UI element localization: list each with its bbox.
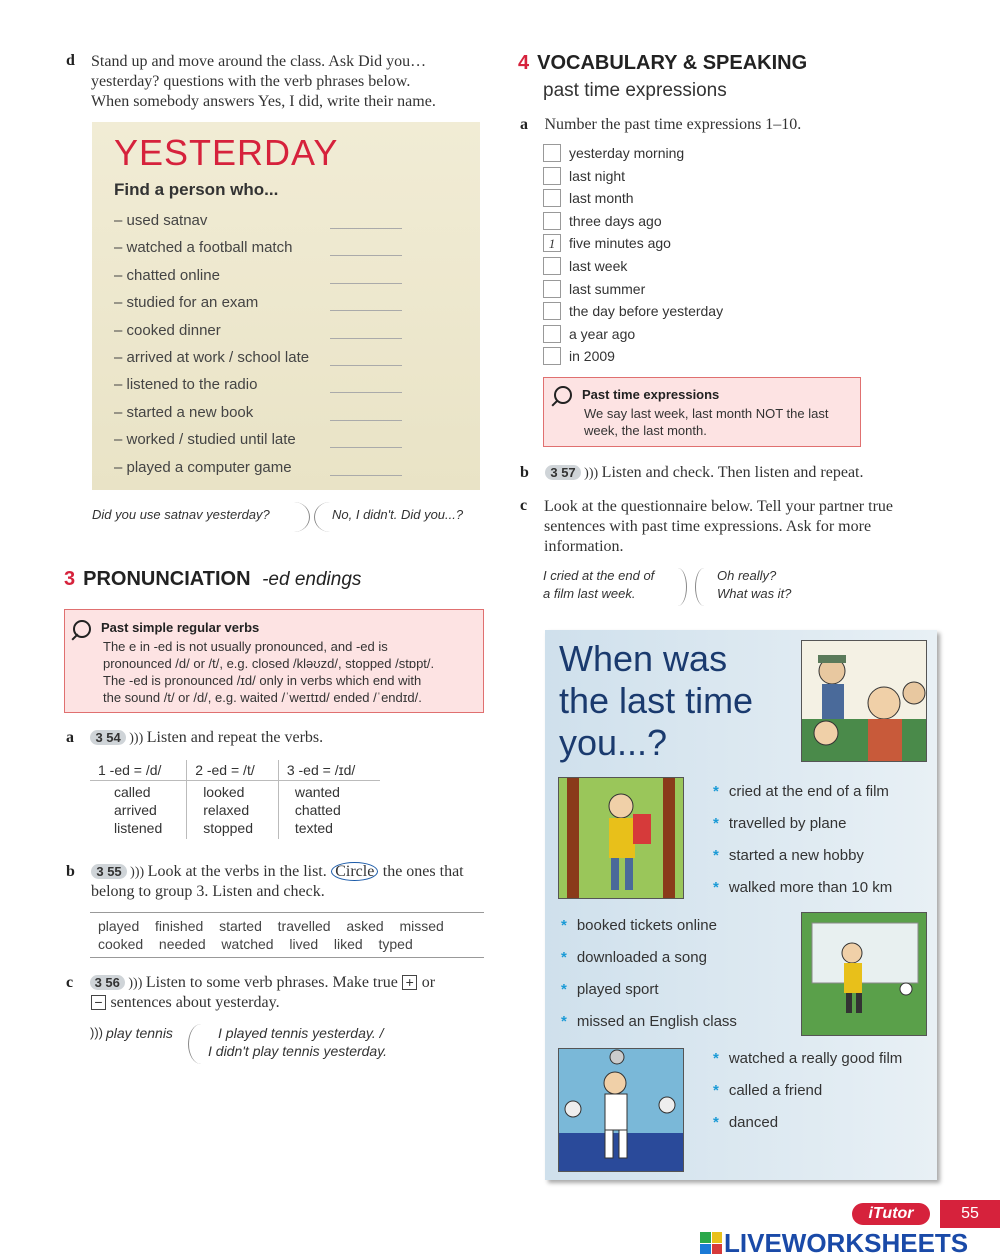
quiz-item-label: missed an English class bbox=[576, 1013, 737, 1030]
time-expression: the day before yesterday bbox=[569, 303, 724, 320]
table-cell: called bbox=[114, 784, 151, 800]
dialog-answer: I didn't play tennis yesterday. bbox=[208, 1043, 388, 1059]
instruction: belong to group 3. Listen and check. bbox=[91, 883, 325, 900]
verb-list bbox=[90, 912, 484, 958]
table-header: 2 -ed = /t/ bbox=[187, 760, 279, 781]
magnifier-handle bbox=[551, 399, 558, 406]
quiz-item bbox=[561, 981, 659, 998]
quiz-item-label: cried at the end of a film bbox=[728, 783, 889, 800]
minus-box: − bbox=[91, 995, 106, 1010]
star-bullet-icon: * bbox=[561, 949, 567, 966]
quiz-item-label: travelled by plane bbox=[728, 815, 847, 832]
find-person-item: – played a computer game bbox=[114, 458, 292, 476]
quiz-item bbox=[713, 879, 892, 896]
brand-badge: iTutor bbox=[852, 1203, 930, 1225]
star-bullet-icon: * bbox=[561, 917, 567, 934]
ed-endings-table bbox=[90, 760, 380, 839]
panel-title: YESTERDAY bbox=[114, 132, 339, 173]
quiz-item-label: watched a really good film bbox=[728, 1050, 903, 1067]
dialog-example bbox=[543, 566, 843, 612]
note-title: Past time expressions bbox=[582, 387, 720, 402]
instruction-line: Look at the questionnaire below. Tell your partner true bbox=[544, 498, 893, 515]
cinema-audience-illustration bbox=[801, 640, 927, 762]
audio-track-button[interactable]: 3 56 bbox=[90, 975, 125, 990]
expression-list bbox=[543, 144, 863, 370]
dialog-question: a film last week. bbox=[543, 586, 636, 601]
note-line: The e in -ed is not usually pronounced, and -ed is bbox=[103, 639, 388, 654]
audio-track-button[interactable]: 3 55 bbox=[91, 864, 126, 879]
quiz-item bbox=[713, 815, 846, 832]
instruction: Number the past time expressions 1–10. bbox=[544, 116, 802, 133]
exercise-letter: c bbox=[520, 497, 528, 514]
exercise-letter: a bbox=[520, 116, 528, 133]
instruction-line: information. bbox=[544, 538, 624, 555]
audio-icon: ))) bbox=[124, 976, 146, 991]
number-box[interactable]: 1 bbox=[543, 234, 561, 252]
section-subtitle: past time expressions bbox=[543, 80, 727, 101]
quiz-item bbox=[561, 1013, 737, 1030]
instruction: or bbox=[421, 974, 436, 991]
star-bullet-icon: * bbox=[713, 879, 719, 896]
table-cell: listened bbox=[114, 820, 163, 836]
panel-subtitle: Find a person who... bbox=[114, 180, 279, 199]
find-person-item: – studied for an exam bbox=[114, 294, 259, 312]
find-person-item: – worked / studied until late bbox=[114, 431, 296, 449]
instruction: Listen to some verb phrases. Make true bbox=[145, 974, 398, 991]
speech-bubble-icon bbox=[278, 502, 310, 532]
quiz-item-label: downloaded a song bbox=[576, 949, 707, 966]
instruction: the ones that bbox=[382, 863, 464, 880]
instruction-line: When somebody answers Yes, I did, write their name. bbox=[91, 93, 436, 110]
number-box[interactable] bbox=[543, 144, 561, 162]
dialog-question: Did you use satnav yesterday? bbox=[92, 507, 270, 522]
number-box[interactable] bbox=[543, 212, 561, 230]
instruction: Look at the verbs in the list. bbox=[147, 863, 327, 880]
number-box[interactable] bbox=[543, 347, 561, 365]
circle-word: Circle bbox=[331, 862, 378, 881]
star-bullet-icon: * bbox=[713, 1050, 719, 1067]
name-answer-line[interactable] bbox=[330, 310, 402, 311]
section-title: PRONUNCIATION bbox=[83, 568, 251, 590]
audio-track-button[interactable]: 3 57 bbox=[545, 465, 580, 480]
exercise-3b bbox=[66, 862, 486, 902]
table-cell: stopped bbox=[203, 820, 254, 836]
table-cell: looked bbox=[203, 784, 245, 800]
quiz-item bbox=[713, 1082, 822, 1099]
find-person-item: – watched a football match bbox=[114, 239, 293, 257]
section-3-heading bbox=[64, 568, 361, 591]
section-4-heading bbox=[518, 52, 807, 75]
table-cell: arrived bbox=[114, 802, 157, 818]
time-expression: last summer bbox=[569, 280, 646, 297]
dialog-answer: Oh really? bbox=[717, 568, 777, 583]
note-line: the sound /t/ or /d/, e.g. waited /ˈweɪtɪd/ ended /ˈendɪd/. bbox=[103, 690, 422, 705]
instruction-line: sentences with past time expressions. Ask for more bbox=[544, 518, 872, 535]
exercise-letter: b bbox=[66, 863, 75, 880]
find-person-item: – listened to the radio bbox=[114, 376, 258, 394]
audio-icon: ))) bbox=[126, 865, 148, 880]
time-expression: in 2009 bbox=[569, 348, 615, 365]
number-box[interactable] bbox=[543, 280, 561, 298]
quiz-item-label: started a new hobby bbox=[728, 847, 864, 864]
plus-box: + bbox=[402, 975, 417, 990]
exercise-4a bbox=[520, 115, 801, 135]
table-cell: relaxed bbox=[203, 802, 250, 818]
table-header: 3 -ed = /ɪd/ bbox=[278, 760, 380, 781]
time-expression: last week bbox=[569, 258, 628, 274]
time-expression: last month bbox=[569, 190, 634, 207]
instruction: Listen and repeat the verbs. bbox=[146, 729, 324, 746]
speech-bubble-icon bbox=[669, 568, 687, 606]
quiz-title-line: you...? bbox=[559, 722, 668, 763]
time-expression: three days ago bbox=[569, 212, 662, 229]
number-box[interactable] bbox=[543, 325, 561, 343]
star-bullet-icon: * bbox=[561, 1013, 567, 1030]
dialog-answer: What was it? bbox=[717, 586, 792, 601]
verb-row: cooked needed watched lived liked typed bbox=[98, 936, 413, 952]
time-expression: yesterday morning bbox=[569, 145, 685, 161]
name-answer-line[interactable] bbox=[330, 338, 402, 339]
time-expression: a year ago bbox=[569, 325, 636, 342]
audio-icon: ))) bbox=[125, 731, 147, 746]
hiker-illustration bbox=[558, 777, 684, 899]
star-bullet-icon: * bbox=[713, 1082, 719, 1099]
dialog-cue: play tennis bbox=[106, 1025, 173, 1041]
name-answer-line[interactable] bbox=[330, 283, 402, 284]
time-expression: last night bbox=[569, 167, 626, 184]
section-subtitle: -ed endings bbox=[262, 569, 362, 590]
name-answer-line[interactable] bbox=[330, 255, 402, 256]
quiz-item-label: played sport bbox=[576, 981, 659, 998]
table-header: 1 -ed = /d/ bbox=[90, 760, 187, 781]
quiz-item-label: booked tickets online bbox=[576, 917, 717, 934]
audio-icon: ))) bbox=[580, 466, 602, 481]
quiz-item bbox=[713, 1050, 902, 1067]
quiz-item bbox=[561, 917, 717, 934]
note-line: We say last week, last month NOT the last bbox=[584, 406, 829, 421]
find-person-item: – arrived at work / school late bbox=[114, 349, 310, 366]
quiz-title-line: the last time bbox=[559, 680, 754, 721]
exercise-letter: a bbox=[66, 729, 74, 746]
section-title: VOCABULARY & SPEAKING bbox=[537, 52, 808, 74]
table-cell: chatted bbox=[294, 802, 341, 818]
table-cell: wanted bbox=[294, 784, 340, 800]
star-bullet-icon: * bbox=[713, 847, 719, 864]
star-bullet-icon: * bbox=[713, 815, 719, 832]
quiz-item-label: called a friend bbox=[728, 1082, 823, 1099]
instruction-line: Stand up and move around the class. Ask Did you… bbox=[91, 53, 427, 70]
note-title: Past simple regular verbs bbox=[101, 620, 260, 635]
time-expression: five minutes ago bbox=[569, 235, 671, 252]
star-bullet-icon: * bbox=[713, 1114, 719, 1131]
time-expressions-note bbox=[543, 377, 861, 447]
find-person-item: – chatted online bbox=[114, 266, 220, 284]
exercise-3c bbox=[66, 973, 486, 1013]
audio-icon: ))) bbox=[90, 1025, 103, 1040]
find-person-item: – cooked dinner bbox=[114, 321, 221, 339]
number-box[interactable] bbox=[543, 167, 561, 185]
star-bullet-icon: * bbox=[713, 783, 719, 800]
instruction: sentences about yesterday. bbox=[110, 994, 280, 1011]
instruction: Listen and check. Then listen and repeat. bbox=[601, 464, 864, 481]
liveworksheets-logo: LIVEWORKSHEETS bbox=[724, 1228, 969, 1258]
audio-track-button[interactable]: 3 54 bbox=[90, 730, 125, 745]
name-answer-line[interactable] bbox=[330, 447, 402, 448]
number-box[interactable] bbox=[543, 189, 561, 207]
name-answer-line[interactable] bbox=[330, 392, 402, 393]
dialog-answer: I played tennis yesterday. / bbox=[218, 1025, 384, 1041]
quiz-item-label: danced bbox=[728, 1114, 779, 1131]
yesterday-panel bbox=[92, 122, 480, 490]
verb-row: played finished started travelled asked missed bbox=[98, 918, 444, 934]
name-answer-line[interactable] bbox=[330, 475, 402, 476]
note-line: The -ed is pronounced /ɪd/ only in verbs which end with bbox=[103, 673, 422, 688]
name-answer-line[interactable] bbox=[330, 365, 402, 366]
dialog-example bbox=[90, 1022, 490, 1072]
name-answer-line[interactable] bbox=[330, 228, 402, 229]
star-bullet-icon: * bbox=[561, 981, 567, 998]
page-number: 55 bbox=[940, 1200, 1000, 1228]
exercise-3a bbox=[66, 728, 486, 748]
dialog-question: I cried at the end of bbox=[543, 568, 655, 583]
number-box[interactable] bbox=[543, 302, 561, 320]
quiz-item bbox=[713, 847, 864, 864]
section-number: 3 bbox=[64, 568, 76, 590]
quiz-item bbox=[713, 783, 889, 800]
note-line: week, the last month. bbox=[584, 423, 707, 438]
dancer-illustration bbox=[558, 1048, 684, 1172]
liveworksheets-logo-icon bbox=[700, 1232, 722, 1254]
exercise-letter: d bbox=[66, 52, 75, 69]
table-cell: texted bbox=[294, 820, 333, 836]
find-person-item: – started a new book bbox=[114, 403, 254, 421]
name-answer-line[interactable] bbox=[330, 420, 402, 421]
instruction-line: yesterday? questions with the verb phrases below. bbox=[91, 73, 411, 90]
quiz-item-label: walked more than 10 km bbox=[728, 879, 893, 896]
dialog-answer: No, I didn't. Did you...? bbox=[332, 507, 464, 522]
football-illustration bbox=[801, 912, 927, 1036]
section-number: 4 bbox=[518, 52, 530, 74]
pronunciation-note bbox=[64, 609, 484, 713]
exercise-letter: c bbox=[66, 974, 74, 991]
quiz-item bbox=[561, 949, 707, 966]
number-box[interactable] bbox=[543, 257, 561, 275]
quiz-title-line: When was bbox=[559, 638, 728, 679]
exercise-4b bbox=[520, 463, 864, 483]
quiz-item bbox=[713, 1114, 778, 1131]
exercise-letter: b bbox=[520, 464, 529, 481]
questionnaire-panel bbox=[545, 630, 937, 1180]
speech-bubble-icon bbox=[695, 568, 713, 606]
note-line: pronounced /d/ or /t/, e.g. closed /kləʊzd/, stopped /stɒpt/. bbox=[103, 656, 435, 671]
find-person-item: – used satnav bbox=[114, 212, 208, 229]
dialog-example bbox=[92, 500, 492, 540]
